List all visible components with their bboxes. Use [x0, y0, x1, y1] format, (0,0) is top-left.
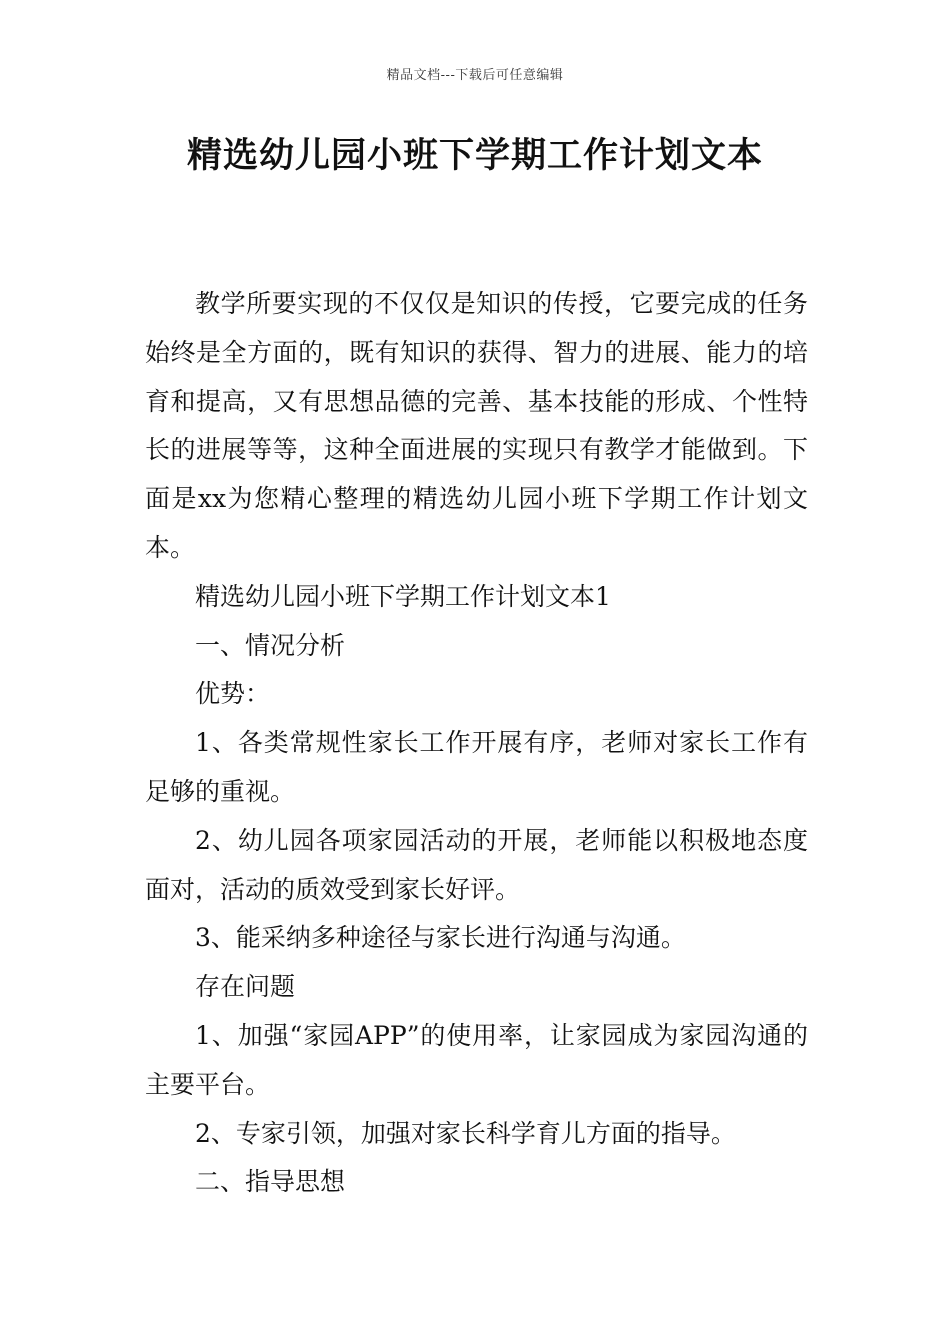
subheading-problems: 存在问题: [195, 972, 296, 1002]
page-header: 精品文档---下载后可任意编辑: [386, 68, 564, 83]
problem-item-1: 1、加强“家园APP”的使用率，让家园成为家园沟通的主要平台。: [145, 1020, 808, 1099]
subheading-strengths: 优势：: [195, 679, 271, 709]
intro-paragraph: 教学所要实现的不仅仅是知识的传授，它要完成的任务始终是全方面的，既有知识的获得、智力的进展、能力的培育和提高，又有思想品德的完善、基本技能的形成、个性特长的进展等等，这种全面进展的实现只有教学才能做到。下面是xx为您精心整理的精选幼儿园小班下学期工作计划文本。: [145, 289, 808, 562]
strength-item-2: 2、幼儿园各项家园活动的开展，老师能以积极地态度面对，活动的质效受到家长好评。: [145, 825, 808, 904]
section-heading-situation-analysis: 一、情况分析: [195, 630, 346, 660]
problem-item-2: 2、专家引领，加强对家长科学育儿方面的指导。: [195, 1118, 736, 1148]
section-heading-plan-1: 精选幼儿园小班下学期工作计划文本1: [195, 581, 611, 611]
section-heading-guiding-ideology: 二、指导思想: [195, 1167, 346, 1197]
strength-item-3: 3、能采纳多种途径与家长进行沟通与沟通。: [195, 923, 686, 953]
strength-item-1: 1、各类常规性家长工作开展有序，老师对家长工作有足够的重视。: [145, 728, 808, 806]
document-title: 精选幼儿园小班下学期工作计划文本: [186, 136, 763, 176]
document-body: [145, 280, 808, 1207]
